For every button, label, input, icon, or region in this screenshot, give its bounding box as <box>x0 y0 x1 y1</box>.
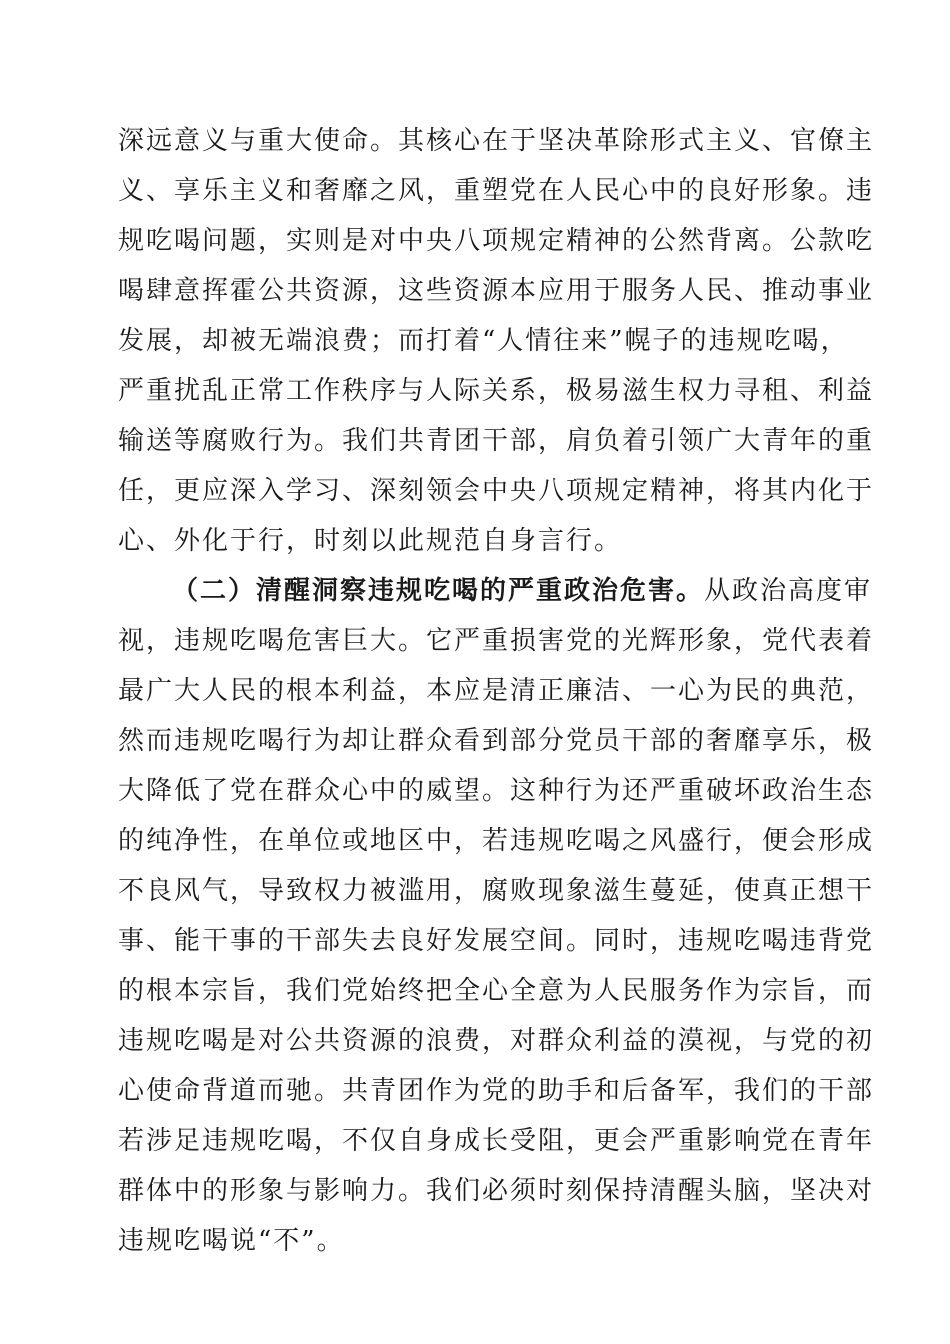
paragraph-line: 事、能干事的干部失去良好发展空间。同时，违规吃喝违背党 <box>118 926 875 956</box>
paragraph-line: 违规吃喝说“不”。 <box>118 1226 345 1256</box>
paragraph-line: 的根本宗旨，我们党始终把全心全意为人民服务作为宗旨，而 <box>118 976 875 1006</box>
paragraph-line: 视，违规吃喝危害巨大。它严重损害党的光辉形象，党代表着 <box>118 626 875 656</box>
paragraph-line: 心、外化于行，时刻以此规范自身言行。 <box>118 526 623 556</box>
paragraph-line: 最广大人民的根本利益，本应是清正廉洁、一心为民的典范， <box>118 676 875 706</box>
paragraph-line: 心使命背道而驰。共青团作为党的助手和后备军，我们的干部 <box>118 1076 875 1106</box>
paragraph-line: 义、享乐主义和奢靡之风，重塑党在人民心中的良好形象。违 <box>118 176 875 206</box>
section-heading: （二）清醒洞察违规吃喝的严重政治危害。 <box>172 576 705 606</box>
first-line-rest: 从政治高度审 <box>704 576 873 606</box>
paragraph-line: 违规吃喝是对公共资源的浪费，对群众利益的漠视，与党的初 <box>118 1026 875 1056</box>
paragraph-line: 输送等腐败行为。我们共青团干部，肩负着引领广大青年的重 <box>118 426 875 456</box>
paragraph-2 <box>118 566 875 1266</box>
paragraph-line: 群体中的形象与影响力。我们必须时刻保持清醒头脑，坚决对 <box>118 1176 875 1206</box>
paragraph-first-line <box>118 566 873 616</box>
paragraph-line: 严重扰乱正常工作秩序与人际关系，极易滋生权力寻租、利益 <box>118 376 875 406</box>
paragraph-line: 喝肆意挥霍公共资源，这些资源本应用于服务人民、推动事业 <box>118 276 875 306</box>
paragraph-line: 发展，却被无端浪费；而打着“人情往来”幌子的违规吃喝， <box>118 326 849 356</box>
paragraph-line: 任，更应深入学习、深刻领会中央八项规定精神，将其内化于 <box>118 476 875 506</box>
paragraph-line: 若涉足违规吃喝，不仅自身成长受阻，更会严重影响党在青年 <box>118 1126 875 1156</box>
body-text <box>118 116 875 1266</box>
paragraph-line: 的纯净性，在单位或地区中，若违规吃喝之风盛行，便会形成 <box>118 826 875 856</box>
paragraph-line: 深远意义与重大使命。其核心在于坚决革除形式主义、官僚主 <box>118 126 875 156</box>
paragraph-1 <box>118 116 875 566</box>
paragraph-line: 不良风气，导致权力被滥用，腐败现象滋生蔓延，使真正想干 <box>118 876 875 906</box>
paragraph-line: 大降低了党在群众心中的威望。这种行为还严重破坏政治生态 <box>118 776 875 806</box>
paragraph-line: 规吃喝问题，实则是对中央八项规定精神的公然背离。公款吃 <box>118 226 875 256</box>
paragraph-line: 然而违规吃喝行为却让群众看到部分党员干部的奢靡享乐，极 <box>118 726 875 756</box>
